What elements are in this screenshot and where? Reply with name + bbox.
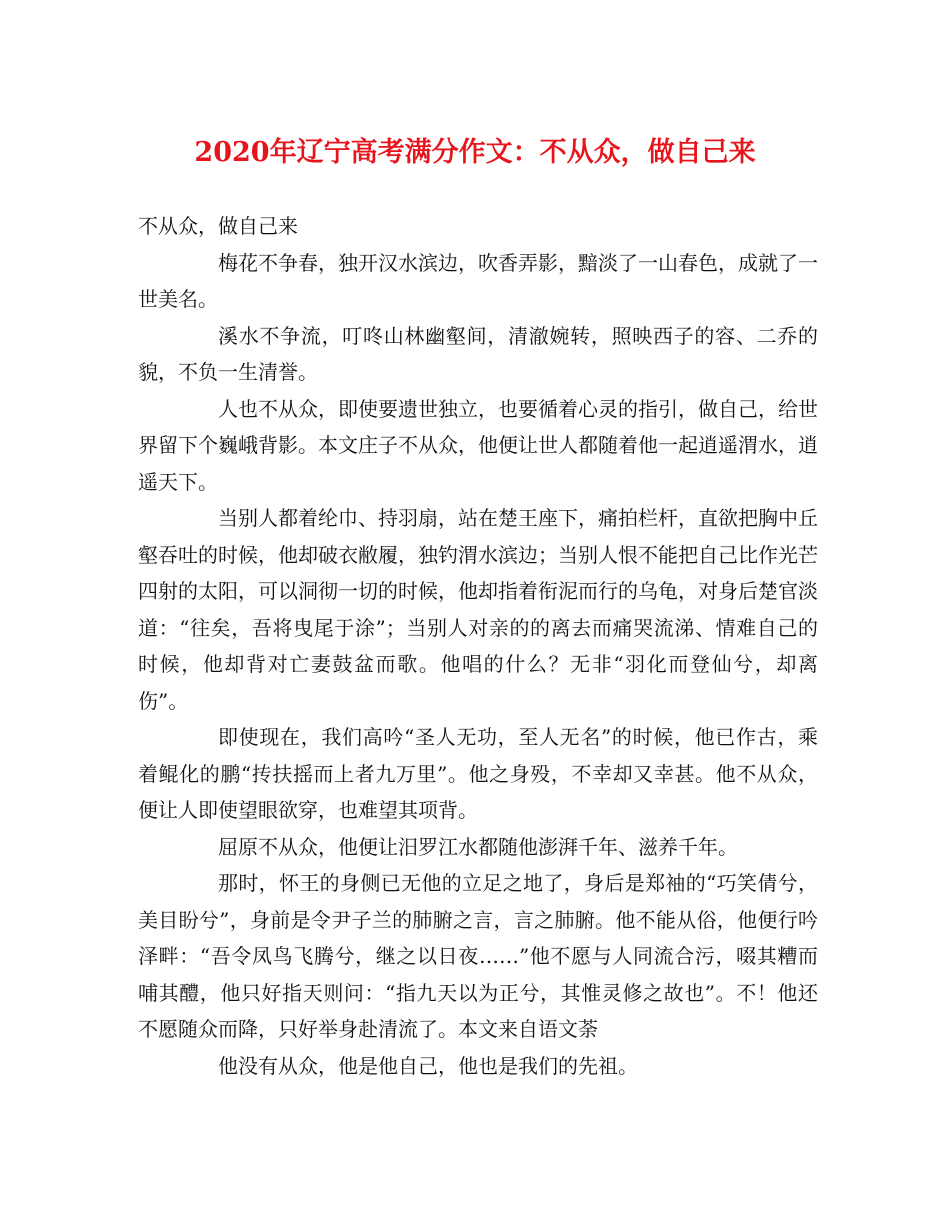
document-body: [138, 208, 818, 1084]
body-paragraph: 梅花不争春，独开汉水滨边，吹香弄影，黯淡了一山春色，成就了一世美名。: [138, 250, 818, 311]
body-subtitle: 不从众，做自己来: [138, 214, 298, 238]
body-paragraph: 即使现在，我们高吟“圣人无功，至人无名”的时候，他已作古，乘着鲲化的鹏“抟扶摇而上者九万里”。他之身殁，不幸却又幸甚。他不从众，便让人即使望眼欲穿，也难望其项背。: [138, 725, 818, 822]
body-paragraph: 人也不从众，即使要遗世独立，也要循着心灵的指引，做自己，给世界留下个巍峨背影。本文庄子不从众，他便让世人都随着他一起逍遥渭水，逍遥天下。: [138, 396, 818, 494]
body-paragraph: 他没有从众，他是他自己，他也是我们的先祖。: [218, 1053, 638, 1078]
body-paragraph: 那时，怀王的身侧已无他的立足之地了，身后是郑袖的“巧笑倩兮，美目盼兮”，身前是令尹子兰的肺腑之言，言之肺腑。他不能从俗，他便行吟泽畔：“吾令凤鸟飞腾兮，继之以日夜……”他不愿与人同流合污，啜其糟而哺其醴，他只好指天则问：“指九天以为正兮，其惟灵修之故也”。不！他还不愿随众而降，只好举身赴清流了。本文来自语文荼: [138, 871, 818, 1041]
body-paragraph: 当别人都着纶巾、持羽扇，站在楚王座下，痛拍栏杆，直欲把胸中丘壑吞吐的时候，他却破衣敝履，独钓渭水滨边；当别人恨不能把自己比作光芒四射的太阳，可以洞彻一切的时候，他却指着衔泥而行的乌龟，对身后楚官淡道：“往矣，吾将曳尾于涂”；当别人对亲的的离去而痛哭流涕、情难自己的时候，他却背对亡妻鼓盆而歌。他唱的什么？无非“羽化而登仙兮，却离伤”。: [138, 506, 818, 713]
document-title: 2020年辽宁高考满分作文：不从众，做自己来: [194, 137, 756, 168]
body-paragraph: 溪水不争流，叮咚山林幽壑间，清澈婉转，照映西子的容、二乔的貌，不负一生清誉。: [138, 323, 818, 384]
body-paragraph: 屈原不从众，他便让汨罗江水都随他澎湃千年、滋养千年。: [218, 834, 738, 859]
